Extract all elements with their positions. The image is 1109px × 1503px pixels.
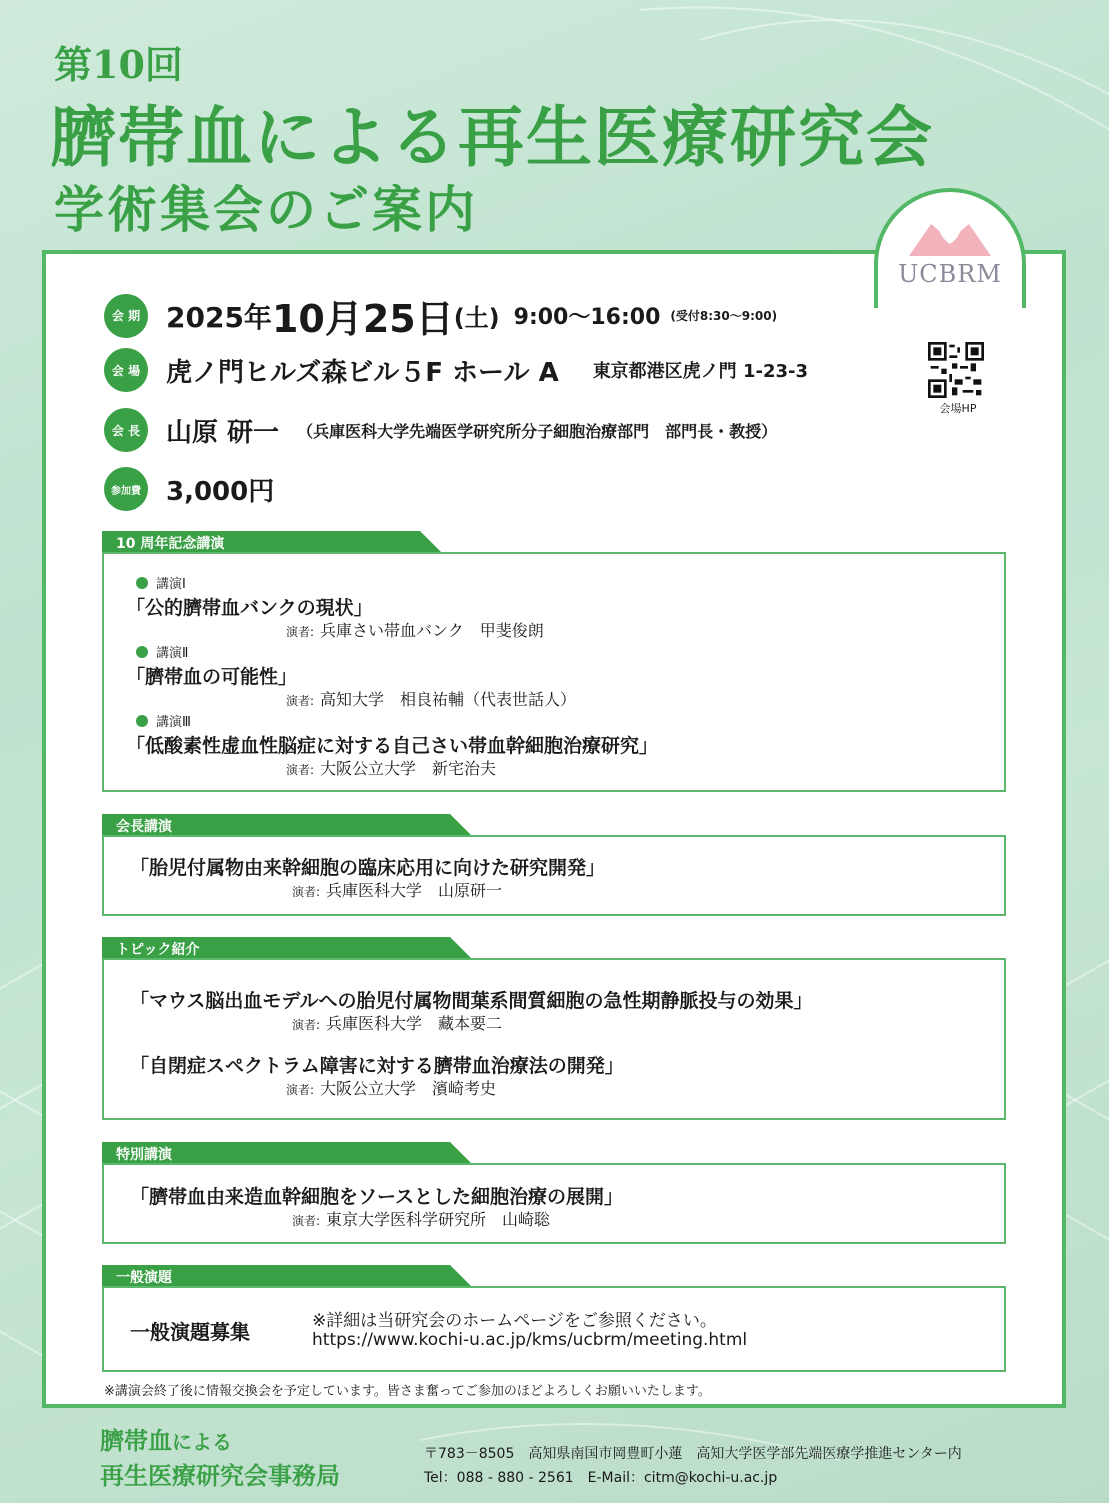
general-url-link[interactable]: https://www.kochi-u.ac.jp/kms/ucbrm/meeting.html [312,1330,748,1350]
topic2-presenter: 演者: 大阪公立大学 濱崎考史 [286,1079,497,1098]
lecture3-speaker: 大阪公立大学 新宅治夫 [320,759,497,778]
venue-address: 東京都港区虎ノ門 1-23-3 [592,361,808,382]
date-reception: (受付8:30〜9:00) [670,309,778,323]
contact-info [424,1442,962,1490]
page-subtitle: 学術集会のご案内 [54,180,478,239]
venue-name: 虎ノ門ヒルズ森ビル５F ホール A [166,357,559,388]
lecture1-number: 講演Ⅰ [136,573,186,592]
topic1-presenter: 演者: 兵庫医科大学 藏本要二 [292,1014,503,1033]
general-tab-label: 一般演題 [116,1270,172,1286]
lecture2-title: 「臍帯血の可能性」 [126,666,298,688]
topic1-title: 「マウス脳出血モデルへの胎児付属物間葉系間質細胞の急性期静脈投与の効果」 [130,990,813,1012]
president-lecture-speaker: 兵庫医科大学 山原研一 [326,881,503,900]
general-note: ※詳細は当研究会のホームページをご参照ください。 [312,1311,717,1331]
lecture3-title: 「低酸素性虚血性脳症に対する自己さい帯血幹細胞治療研究」 [126,735,659,757]
footnote: ※講演会終了後に情報交換会を予定しています。皆さま奮ってご参加のほどよろしくお願いいたします。 [104,1384,711,1399]
special-title: 「臍帯血由来造血幹細胞をソースとした細胞治療の展開」 [130,1186,624,1208]
lecture1-speaker: 兵庫さい帯血バンク 甲斐俊朗 [320,621,544,640]
lecture2-presenter: 演者: 高知大学 相良祐輔（代表世話人） [286,690,577,709]
fee-amount: 3,000円 [166,476,275,507]
page-title: 臍帯血による再生医療研究会 [50,98,934,176]
qr-code[interactable] [928,342,984,398]
general-heading: 一般演題募集 [130,1320,250,1344]
fee-row [104,467,274,511]
president-row [104,408,777,452]
office-line2: 再生医療研究会事務局 [100,1461,340,1490]
topic2-title: 「自閉症スペクトラム障害に対する臍帯血治療法の開発」 [130,1055,624,1077]
special-tab-label: 特別講演 [116,1147,172,1163]
topics-tab-label: トピック紹介 [116,942,200,958]
special-presenter: 演者: 東京大学医科学研究所 山崎聡 [292,1210,551,1229]
lecture3-number: 講演Ⅲ [136,711,191,730]
logo-text: UCBRM [898,260,1002,288]
date-month-day: 10月25日 [271,297,454,341]
president-lecture-presenter: 演者: 兵庫医科大学 山原研一 [292,881,503,900]
lecture1-title: 「公的臍帯血バンクの現状」 [126,597,373,619]
office-line1-a: 臍帯血 [100,1426,172,1455]
date-weekday: (土) [453,304,500,332]
lecture2-number: 講演Ⅱ [136,642,188,661]
topics-box [102,958,1006,1120]
president-lecture-tab-label: 会長講演 [116,819,172,835]
date-badge: 会 期 [104,294,148,338]
president-name: 山原 研一 [166,417,280,448]
date-year: 2025年 [166,300,272,334]
topic2-speaker: 大阪公立大学 濱崎考史 [320,1079,497,1098]
office-name [100,1424,340,1493]
date-row [104,288,777,343]
lecture2-speaker: 高知大学 相良祐輔（代表世話人） [320,690,577,709]
president-affiliation: （兵庫医科大学先端医学研究所分子細胞治療部門 部門長・教授） [297,421,778,441]
qr-label: 会場HP [939,402,977,415]
fee-badge: 参加費 [104,467,148,511]
lecture3-presenter: 演者: 大阪公立大学 新宅治夫 [286,759,497,778]
edition-label: 第10回 [54,42,183,87]
president-lecture-title: 「胎児付属物由来幹細胞の臨床応用に向けた研究開発」 [130,857,606,879]
special-speaker: 東京大学医科学研究所 山崎聡 [326,1210,551,1229]
venue-badge: 会 場 [104,348,148,392]
heart-hands-icon [905,204,995,260]
topic1-speaker: 兵庫医科大学 藏本要二 [326,1014,503,1033]
office-address: 〒783－8505 高知県南国市岡豊町小蓮 高知大学医学部先端医療学推進センター内 [424,1446,962,1462]
office-contact[interactable]: Tel：088 - 880 - 2561 E-Mail：citm@kochi-u.ac.jp [424,1470,778,1486]
date-time: 9:00〜16:00 [513,305,661,330]
lecture1-presenter: 演者: 兵庫さい帯血バンク 甲斐俊朗 [286,621,544,640]
venue-row [104,348,808,392]
anniversary-tab-label: 10 周年記念講演 [116,536,225,552]
office-line1-b: による [172,1430,232,1454]
president-badge: 会 長 [104,408,148,452]
